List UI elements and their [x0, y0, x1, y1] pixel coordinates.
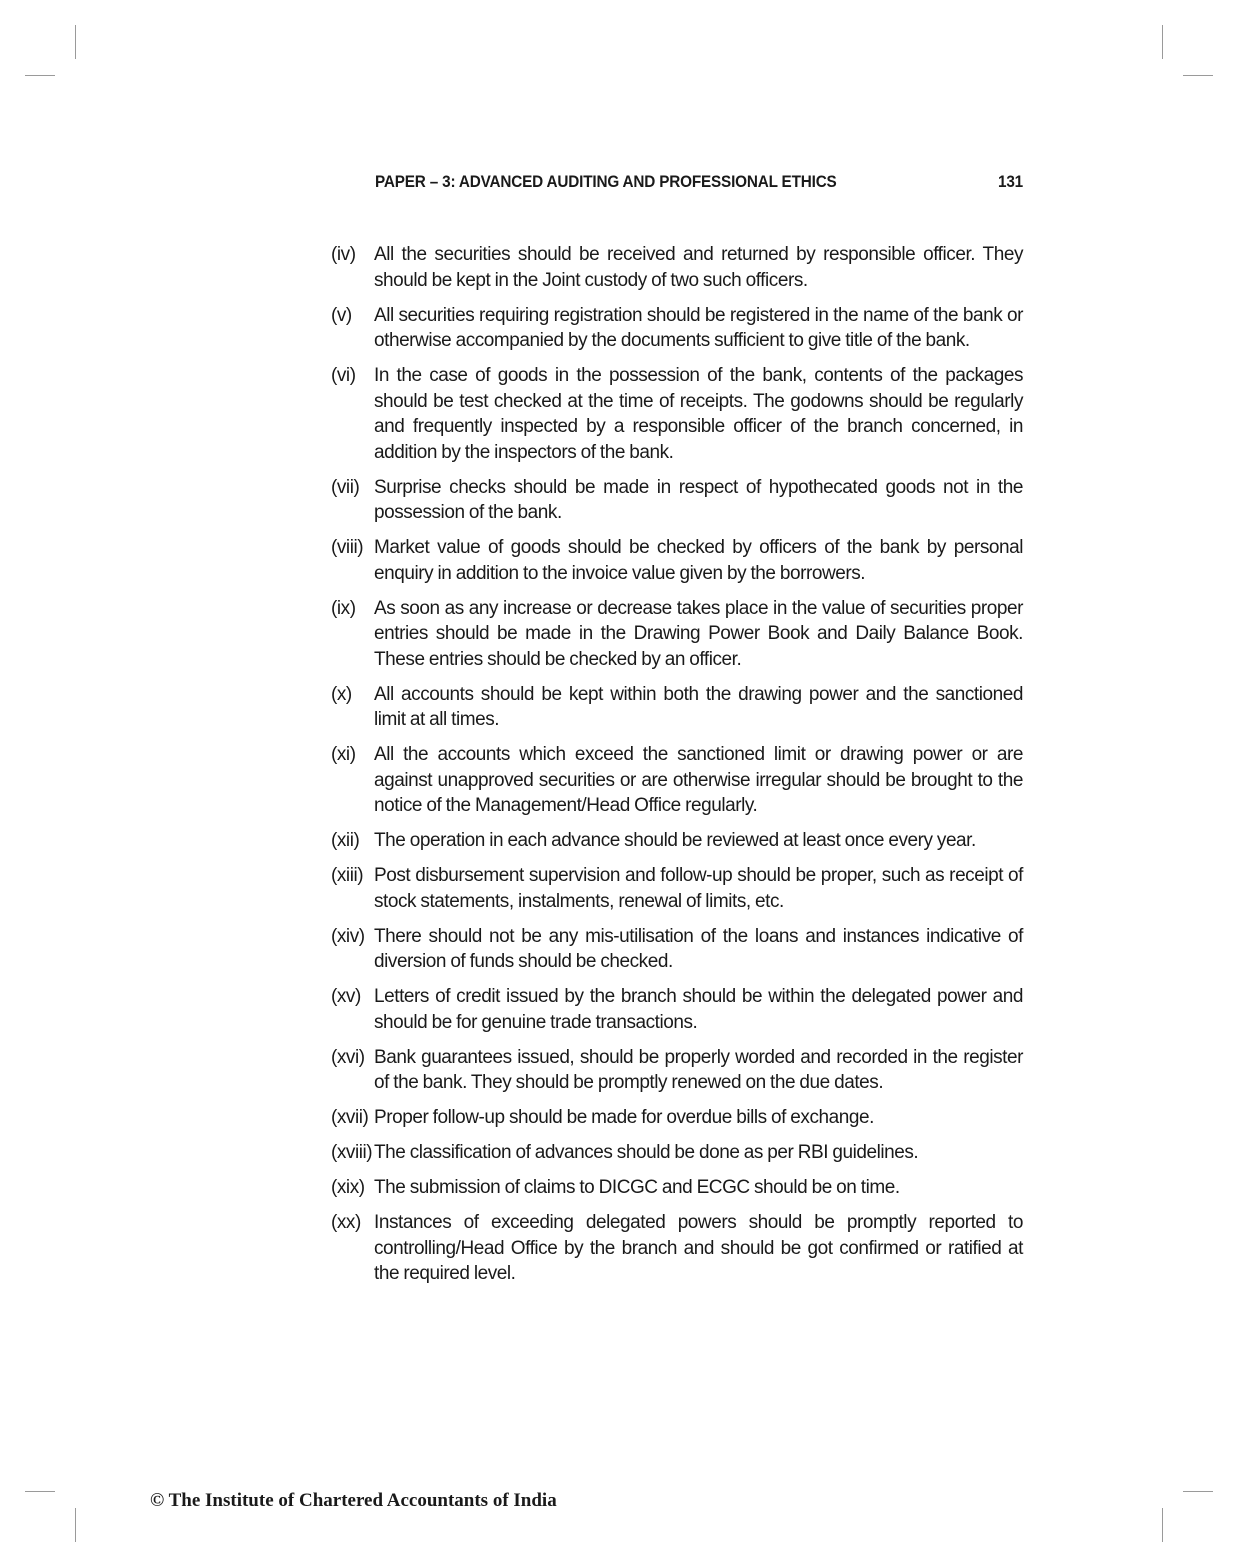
crop-mark-bottom-right-vertical	[1162, 1508, 1163, 1542]
item-number: (xv)	[331, 986, 361, 1007]
item-text: The operation in each advance should be reviewed at least once every year.	[374, 830, 976, 851]
crop-mark-top-right-vertical	[1162, 25, 1163, 59]
item-text: All accounts should be kept within both the drawing power and the sanctioned limit at all times.	[374, 683, 1023, 730]
item-text: As soon as any increase or decrease takes place in the value of securities proper entries should be made in the Drawing Power Book and Daily Balance Book. These entries should be checked by an officer.	[374, 597, 1023, 670]
crop-mark-bottom-right-horizontal	[1183, 1491, 1213, 1492]
item-text: All the accounts which exceed the sanctioned limit or drawing power or are against unapproved securities or are otherwise irregular should be brought to the notice of the Management/Head Office regularly.	[374, 744, 1023, 816]
item-number: (xx)	[331, 1212, 361, 1233]
list-item	[331, 535, 1023, 586]
list-item	[331, 742, 1023, 819]
list-item	[331, 363, 1023, 465]
list-item	[331, 682, 1023, 733]
list-item	[331, 828, 1023, 854]
item-text: Proper follow-up should be made for overdue bills of exchange.	[374, 1107, 874, 1128]
item-number: (iv)	[331, 244, 356, 265]
item-text: Post disbursement supervision and follow-up should be proper, such as receipt of stock statements, instalments, renewal of limits, etc.	[374, 865, 1023, 912]
item-number: (xii)	[331, 830, 360, 851]
list-item	[331, 1175, 1023, 1201]
crop-mark-top-right-horizontal	[1183, 75, 1213, 76]
item-number: (xviii)	[331, 1142, 373, 1163]
item-number: (xiii)	[331, 865, 364, 886]
item-text: The classification of advances should be done as per RBI guidelines.	[374, 1142, 919, 1163]
crop-mark-bottom-left-horizontal	[25, 1491, 55, 1492]
checklist	[331, 242, 1023, 1296]
crop-mark-top-left-horizontal	[25, 75, 55, 76]
item-number: (xiv)	[331, 925, 365, 947]
list-item	[331, 1045, 1023, 1096]
list-item	[331, 596, 1023, 673]
item-text: All the securities should be received and returned by responsible officer. They should be kept in the Joint custody of two such officers.	[374, 244, 1023, 291]
item-number: (x)	[331, 683, 352, 705]
item-number: (v)	[331, 304, 352, 326]
item-text: Market value of goods should be checked by officers of the bank by personal enquiry in addition to the invoice value given by the borrowers.	[374, 537, 1023, 584]
item-text: Letters of credit issued by the branch should be within the delegated power and should be for genuine trade transactions.	[374, 986, 1023, 1033]
list-item	[331, 984, 1023, 1035]
item-text: Bank guarantees issued, should be properly worded and recorded in the register of the bank. They should be promptly renewed on the due dates.	[374, 1046, 1023, 1093]
item-number: (viii)	[331, 537, 364, 558]
item-number: (ix)	[331, 597, 356, 619]
list-item	[331, 475, 1023, 526]
item-number: (xix)	[331, 1177, 365, 1198]
crop-mark-top-left-vertical	[75, 25, 76, 59]
copyright-footer: © The Institute of Chartered Accountants of India	[150, 1490, 557, 1511]
list-item	[331, 303, 1023, 354]
list-item	[331, 242, 1023, 293]
item-text: There should not be any mis-utilisation of the loans and instances indicative of diversion of funds should be checked.	[374, 925, 1023, 972]
item-text: Instances of exceeding delegated powers should be promptly reported to controlling/Head Office by the branch and should be got confirmed or ratified at the required level.	[374, 1212, 1023, 1284]
paper-title: PAPER – 3: ADVANCED AUDITING AND PROFESSIONAL ETHICS	[375, 172, 837, 191]
page-number: 131	[998, 172, 1023, 191]
item-number: (vii)	[331, 476, 360, 498]
list-item	[331, 1105, 1023, 1131]
item-text: Surprise checks should be made in respect of hypothecated goods not in the possession of the bank.	[374, 476, 1023, 523]
item-text: In the case of goods in the possession of the bank, contents of the packages should be test checked at the time of receipts. The godowns should be regularly and frequently inspected by a responsible officer of the branch concerned, in addition by the inspectors of the bank.	[374, 365, 1023, 463]
list-item	[331, 863, 1023, 914]
list-item	[331, 1140, 1023, 1166]
item-number: (xi)	[331, 744, 356, 765]
item-number: (xvii)	[331, 1107, 369, 1128]
item-text: The submission of claims to DICGC and ECGC should be on time.	[374, 1177, 900, 1198]
list-item	[331, 924, 1023, 975]
item-text: All securities requiring registration should be registered in the name of the bank or otherwise accompanied by the documents sufficient to give title of the bank.	[374, 304, 1023, 351]
crop-mark-bottom-left-vertical	[75, 1508, 76, 1542]
item-number: (vi)	[331, 365, 356, 386]
list-item	[331, 1210, 1023, 1287]
running-head	[375, 172, 1023, 194]
item-number: (xvi)	[331, 1046, 365, 1068]
